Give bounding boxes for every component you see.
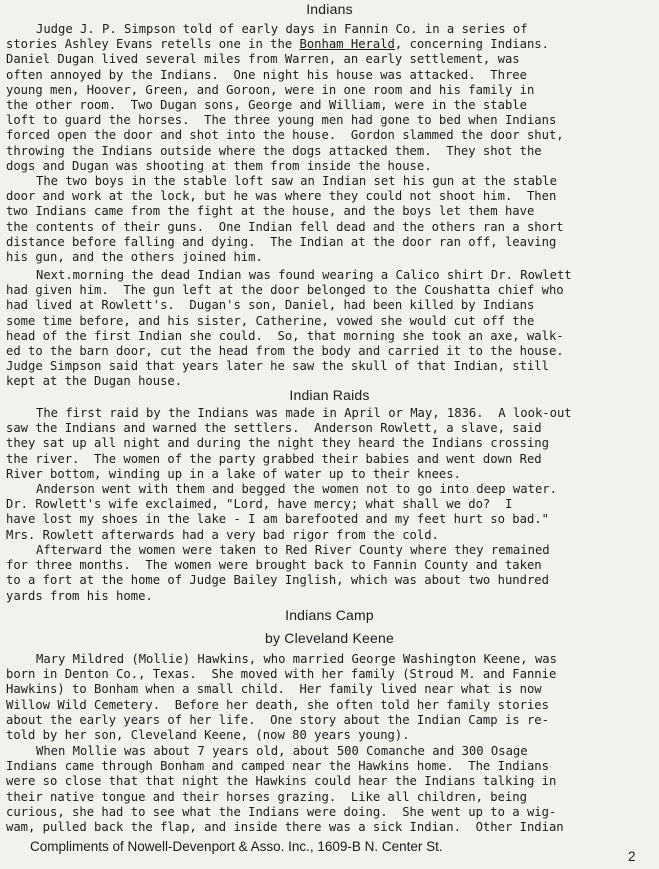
- text-line: Willow Wild Cemetery. Before her death, she often told her family stories: [6, 697, 549, 712]
- text-line: Mrs. Rowlett afterwards had a very bad rigor from the cold.: [6, 527, 439, 542]
- text-line: The first raid by the Indians was made in April or May, 1836. A look-out: [36, 406, 572, 420]
- paragraph-indians-3: [6, 268, 657, 390]
- text-line: Anderson went with them and begged the women not to go into deep water.: [36, 482, 557, 496]
- text-line: dogs and Dugan was shooting at them from inside the house.: [6, 158, 432, 173]
- text-line: told by her son, Cleveland Keene, (now 80 years young).: [6, 727, 410, 742]
- section-heading-indians-camp: Indians Camp: [285, 607, 374, 623]
- byline: by Cleveland Keene: [265, 630, 394, 646]
- text-line: Daniel Dugan lived several miles from Warren, an early settlement, was: [6, 52, 520, 67]
- paragraph-camp-1: [6, 652, 657, 743]
- text-line: to a fort at the home of Judge Bailey Inglish, which was about two hundred: [6, 573, 549, 588]
- text-line: two Indians came from the fight at the house, and the boys let them have: [6, 204, 535, 219]
- text-line: were so close that that night the Hawkins could hear the Indians talking in: [6, 774, 557, 789]
- text-line: the river. The women of the party grabbed their babies and went down Red: [6, 451, 542, 466]
- text-line: head of the first Indian she could. So, that morning she took an axe, walk-: [6, 328, 564, 343]
- text-line: forced open the door and shot into the house. Gordon slammed the door shut,: [6, 128, 564, 143]
- text-line: the contents of their guns. One Indian fell dead and the others ran a short: [6, 219, 564, 234]
- newspaper-title: Bonham Herald: [299, 37, 395, 52]
- section-heading-indian-raids: Indian Raids: [289, 387, 370, 403]
- page-number: 2: [628, 849, 636, 864]
- text-line: Afterward the women were taken to Red River County where they remained: [36, 543, 550, 557]
- text-line: [6, 37, 657, 52]
- text-line: loft to guard the horses. The three young men had gone to bed when Indians: [6, 113, 557, 128]
- text-line: some time before, and his sister, Catherine, vowed she would cut off the: [6, 313, 535, 328]
- text-line: When Mollie was about 7 years old, about 500 Comanche and 300 Osage: [36, 744, 528, 758]
- text-line: distance before falling and dying. The Indian at the door ran off, leaving: [6, 234, 557, 249]
- text-line: Mary Mildred (Mollie) Hawkins, who married George Washington Keene, was: [36, 652, 557, 666]
- footer-credit: Compliments of Nowell-Devenport & Asso. Inc., 1609-B N. Center St.: [30, 839, 443, 854]
- text-line: saw the Indians and warned the settlers. Anderson Rowlett, a slave, said: [6, 421, 542, 436]
- text-line: Next.morning the dead Indian was found wearing a Calico shirt Dr. Rowlett: [36, 268, 572, 282]
- paragraph-camp-2: [6, 744, 657, 835]
- text-line: Hawkins) to Bonham when a small child. Her family lived near what is now: [6, 682, 542, 697]
- text-line: Judge J. P. Simpson told of early days in Fannin Co. in a series of: [36, 22, 528, 36]
- text-line: have lost my shoes in the lake - I am barefooted and my feet hurt so bad.": [6, 512, 549, 527]
- paragraph-raids-1: [6, 406, 657, 482]
- paragraph-raids-2: [6, 482, 657, 543]
- text-line: wam, pulled back the flap, and inside there was a sick Indian. Other Indian: [6, 819, 564, 834]
- text-line: River bottom, winding up in a lake of water up to their knees.: [6, 466, 461, 481]
- text-line: Indians came through Bonham and camped near the Hawkins home. The Indians: [6, 759, 549, 774]
- text-line: Judge Simpson said that years later he saw the skull of that Indian, still: [6, 359, 549, 374]
- text-line: had lived at Rowlett's. Dugan's son, Daniel, had been killed by Indians: [6, 298, 535, 313]
- text-line: young men, Hoover, Green, and Goroon, were in one room and his family in: [6, 82, 535, 97]
- text-line: often annoyed by the Indians. One night his house was attacked. Three: [6, 67, 527, 82]
- text-line: they sat up all night and during the night they heard the Indians crossing: [6, 436, 549, 451]
- paragraph-indians-1: [6, 22, 657, 174]
- text-line: door and work at the lock, but he was where they could not shoot him. Then: [6, 189, 557, 204]
- text-line: Dr. Rowlett's wife exclaimed, "Lord, have mercy; what shall we do? I: [6, 497, 513, 512]
- section-heading-indians: Indians: [306, 1, 353, 17]
- text-line: ed to the barn door, cut the head from the body and carried it to the house.: [6, 343, 564, 358]
- text-line: had given him. The gun left at the door belonged to the Coushatta chief who: [6, 283, 564, 298]
- text-line: yards from his home.: [6, 588, 153, 603]
- paragraph-raids-3: [6, 543, 657, 604]
- text-line: about the early years of her life. One story about the Indian Camp is re-: [6, 712, 549, 727]
- text-line: born in Denton Co., Texas. She moved with her family (Stroud M. and Fannie: [6, 667, 557, 682]
- text-line: for three months. The women were brought back to Fannin County and taken: [6, 558, 542, 573]
- text-line: their native tongue and their horses grazing. Like all children, being: [6, 789, 527, 804]
- text-line: kept at the Dugan house.: [6, 374, 183, 389]
- text-line: The two boys in the stable loft saw an Indian set his gun at the stable: [36, 174, 557, 188]
- text-segment: , concerning Indians.: [394, 37, 549, 52]
- text-segment: stories Ashley Evans retells one in the: [6, 37, 300, 52]
- text-line: throwing the Indians outside where the dogs attacked them. They shot the: [6, 143, 542, 158]
- text-line: curious, she had to see what the Indians were doing. She went up to a wig-: [6, 804, 557, 819]
- text-line: the other room. Two Dugan sons, George and William, were in the stable: [6, 97, 527, 112]
- paragraph-indians-2: [6, 174, 657, 265]
- text-line: his gun, and the others joined him.: [6, 249, 263, 264]
